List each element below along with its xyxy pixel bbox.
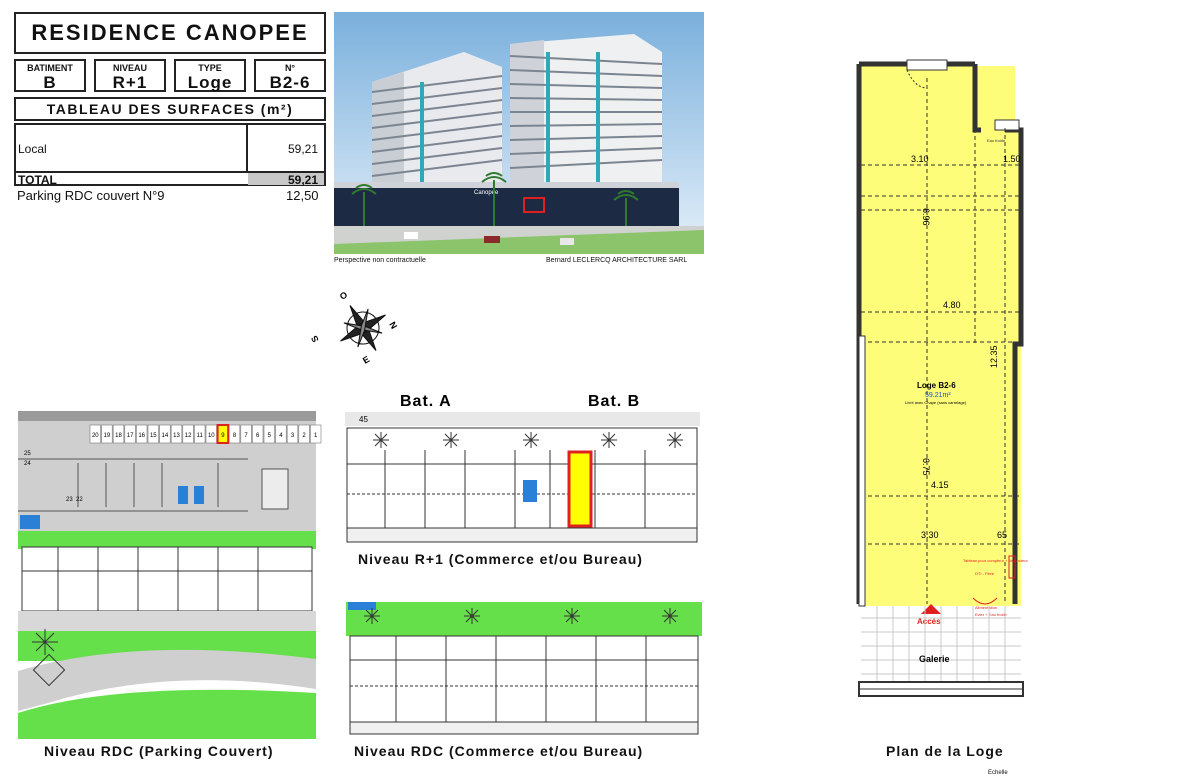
note-dti: DTI - Fibre <box>975 571 995 576</box>
info-batiment-label: BATIMENT <box>27 63 73 73</box>
perspective-render <box>334 12 704 254</box>
parking-ramp <box>262 469 288 509</box>
compass-needle-diag2 <box>344 309 382 347</box>
info-niveau-value: R+1 <box>112 73 148 92</box>
parking-slot-number: 10 <box>207 433 215 439</box>
wall-left-lower <box>859 336 865 606</box>
local-value: 59,21 <box>288 142 319 156</box>
parking-slot-number: 4 <box>279 433 283 439</box>
parking-slot-number: 9 <box>221 433 225 439</box>
dim-4-80: 4.80 <box>943 300 961 310</box>
access-label: Accès <box>917 617 941 626</box>
car-red <box>484 236 500 243</box>
parking-slot-number: 14 <box>161 433 169 439</box>
parking-slot-number: 19 <box>103 433 111 439</box>
dim-65: 65 <box>997 530 1008 540</box>
galerie-grid <box>861 606 1021 684</box>
window-top <box>907 60 947 70</box>
caption-plan: Plan de la Loge <box>886 743 1004 759</box>
caption-r1: Niveau R+1 (Commerce et/ou Bureau) <box>358 551 643 567</box>
note-tableau: Tableau pour compteur + disjoncteur <box>963 558 1028 563</box>
compass-n: N <box>387 320 400 331</box>
r1-plan <box>345 390 700 550</box>
residence-title: RESIDENCE CANOPEE <box>14 12 326 54</box>
info-type-label: TYPE <box>198 63 222 73</box>
parking-label: Parking RDC couvert N°9 <box>17 188 165 203</box>
note-alimentation: Alimentation <box>975 605 998 610</box>
parking-slot-number: 12 <box>184 433 192 439</box>
info-numero-label: N° <box>284 63 296 73</box>
caption-rdc: Niveau RDC (Commerce et/ou Bureau) <box>354 743 644 759</box>
dim-1-50: 1.50 <box>1003 154 1021 164</box>
info-batiment-value: B <box>43 73 57 92</box>
unit-floor <box>861 66 1021 606</box>
r1-stair-core <box>523 480 537 502</box>
parking-slot-number: 3 <box>290 433 295 439</box>
note-eau-froide: Eau froide <box>987 138 1006 143</box>
galerie-label: Galerie <box>919 654 950 664</box>
r1-street <box>345 412 700 426</box>
r1-unit-highlight <box>569 452 591 526</box>
surfaces-divider <box>246 125 248 173</box>
parking-slot-number: 20 <box>91 433 99 439</box>
parking-slot-number: 17 <box>126 433 134 439</box>
parking-plan <box>18 411 316 739</box>
parking-slot-number: 1 <box>314 433 318 439</box>
bat-a-label: Bat. A <box>400 393 452 410</box>
render-caption-right: Bernard LECLERCQ ARCHITECTURE SARL <box>546 257 688 264</box>
total-label: TOTAL <box>18 173 57 187</box>
info-numero-value: B2-6 <box>269 73 311 92</box>
surfaces-title: TABLEAU DES SURFACES (m²) <box>14 97 326 121</box>
right-tower <box>510 34 662 197</box>
building-sign: Canopée <box>474 190 499 196</box>
pmr-slot-2 <box>194 486 204 504</box>
slot-22: 22 <box>76 497 83 503</box>
slot-24: 24 <box>24 461 31 467</box>
unit-plan <box>855 58 1028 698</box>
compass-rose <box>309 288 410 368</box>
parking-slot-number: 11 <box>196 433 203 439</box>
info-type <box>174 59 246 92</box>
car-grey <box>560 238 574 245</box>
parking-slot-number: 15 <box>149 433 157 439</box>
dim-6-96: 6.96 <box>921 208 931 226</box>
street-number: 45 <box>359 415 368 424</box>
dim-12-35: 12.35 <box>989 345 999 368</box>
compass-s: S <box>309 333 321 344</box>
parking-garden <box>18 531 316 549</box>
parking-slot-number: 7 <box>244 433 248 439</box>
parking-value: 12,50 <box>286 188 319 203</box>
surfaces-table <box>14 123 326 186</box>
dim-3-10: 3.10 <box>911 154 929 164</box>
parking-slot-number: 16 <box>138 433 146 439</box>
room-area: 59.21m² <box>925 392 951 399</box>
echelle-label: Echelle <box>988 770 1008 776</box>
parking-slot-number: 6 <box>256 433 260 439</box>
parking-slot-number: 2 <box>302 433 306 439</box>
podium-top <box>334 182 679 188</box>
room-note: Livré avec Chape (sans carrelage) <box>905 400 967 405</box>
parking-top-wall <box>18 411 316 421</box>
slot-25: 25 <box>24 451 31 457</box>
parking-slot-number: 13 <box>173 433 180 439</box>
bat-b-label: Bat. B <box>588 393 641 410</box>
parking-sidewalk <box>18 611 316 631</box>
info-niveau-label: NIVEAU <box>112 63 147 73</box>
r1-gallery <box>347 528 697 542</box>
window-right <box>995 120 1019 130</box>
note-evier: Evier + Eau froide <box>975 612 1007 617</box>
rdc-garden <box>346 602 702 636</box>
info-numero <box>254 59 326 92</box>
slot-23: 23 <box>66 497 73 503</box>
room-label: Loge B2-6 <box>917 381 956 390</box>
parking-slot-number: 5 <box>267 433 271 439</box>
dim-6-75: 6.75 <box>921 458 931 476</box>
dim-3-30: 3.30 <box>921 530 939 540</box>
pmr-slot-3 <box>20 515 40 529</box>
rdc-plan <box>346 602 702 738</box>
local-label: Local <box>18 142 47 156</box>
caption-parking: Niveau RDC (Parking Couvert) <box>44 743 274 759</box>
compass-o: O <box>338 289 350 302</box>
info-niveau <box>94 59 166 92</box>
parking-building-outline <box>22 547 312 611</box>
parking-slot-number: 18 <box>115 433 122 439</box>
total-value: 59,21 <box>288 173 319 187</box>
compass-e: E <box>361 354 372 366</box>
info-type-value: Loge <box>187 73 233 92</box>
info-batiment <box>14 59 86 92</box>
dim-4-15: 4.15 <box>931 480 949 490</box>
car-white <box>404 232 418 239</box>
render-caption-left: Perspective non contractuelle <box>334 257 426 264</box>
rdc-gallery <box>350 722 698 734</box>
parking-slot-number: 8 <box>232 433 237 439</box>
pmr-slot-1 <box>178 486 188 504</box>
